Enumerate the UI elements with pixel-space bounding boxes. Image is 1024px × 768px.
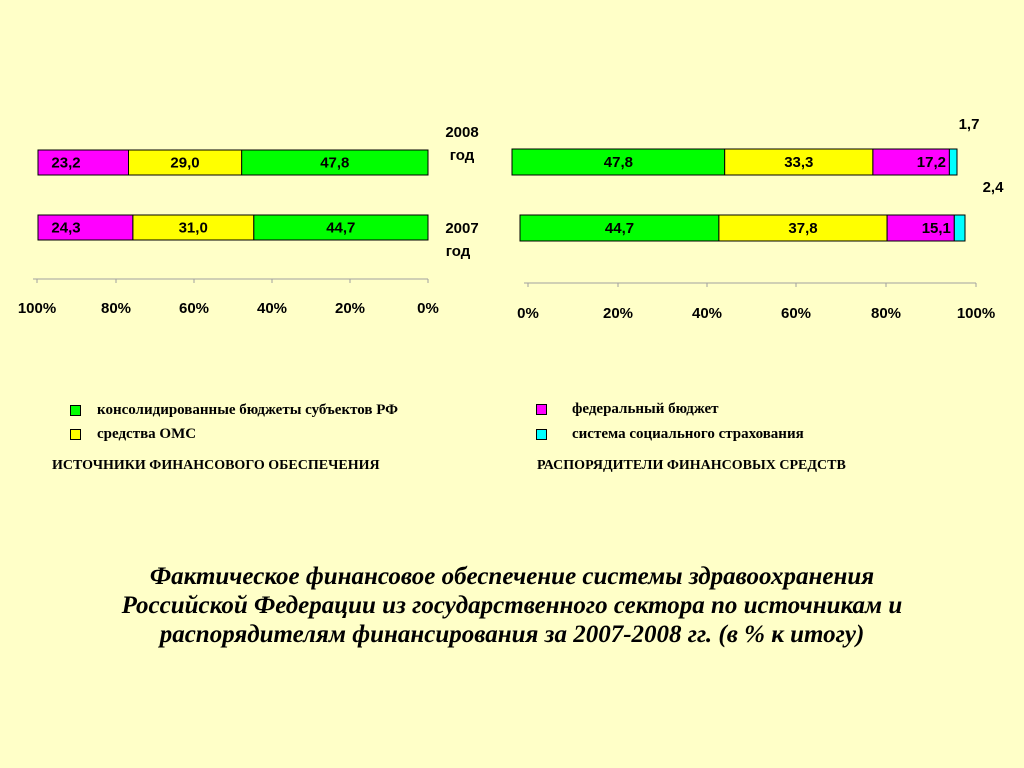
left-chart-sources	[18, 150, 439, 317]
tick-label-right-0: 0%	[517, 305, 539, 322]
data-label-right-1-oms: 37,8	[788, 220, 818, 237]
legend-label-oms: средства ОМС	[97, 426, 197, 442]
tick-label-right-2: 40%	[691, 305, 723, 322]
page-title-line3: распорядителям финансирования за 2007-2008 гг. (в % к итогу)	[159, 621, 865, 648]
legend-swatch-federal	[536, 404, 547, 415]
tick-label-left-3: 40%	[256, 300, 288, 317]
page-title-line2: Российской Федерации из государственного сектора по источникам и	[121, 592, 903, 619]
tick-label-left-4: 20%	[334, 300, 366, 317]
data-label-right-0-federal: 17,2	[916, 154, 947, 171]
bar-right-0-social	[949, 149, 957, 175]
tick-label-right-5: 100%	[956, 305, 996, 322]
data-label-left-1-federal: 24,3	[51, 219, 81, 237]
data-label-right-0-regional: 47,8	[603, 154, 634, 171]
tick-label-left-1: 80%	[100, 300, 132, 317]
legend-label-social: система социального страхования	[572, 426, 804, 442]
legend-label-regional: консолидированные бюджеты субъектов РФ	[97, 402, 399, 418]
year-label-2007-line2: год	[445, 243, 471, 260]
legend-swatch-oms	[70, 429, 81, 440]
data-label-left-0-federal: 23,2	[51, 154, 81, 172]
tick-label-right-1: 20%	[602, 305, 634, 322]
page-title	[12, 562, 1012, 649]
bar-right-1-social	[954, 215, 965, 241]
legend-swatch-regional	[70, 405, 81, 416]
data-label-left-1-oms: 31,0	[178, 219, 208, 237]
legend-item-oms	[70, 426, 196, 443]
data-label-left-0-oms: 29,0	[170, 154, 200, 172]
tick-label-right-3: 60%	[780, 305, 812, 322]
tick-label-left-2: 60%	[178, 300, 210, 317]
legend-label-federal: федеральный бюджет	[572, 401, 719, 417]
legend-item-regional	[70, 402, 398, 419]
data-label-right-0-social: 1,7	[958, 116, 980, 133]
legend-item-federal	[536, 401, 719, 418]
legend-item-social	[536, 426, 804, 443]
year-labels	[445, 124, 478, 260]
data-label-right-1-regional: 44,7	[604, 220, 635, 237]
caption-managers: РАСПОРЯДИТЕЛИ ФИНАНСОВЫХ СРЕДСТВ	[537, 458, 846, 473]
data-label-left-0-regional: 47,8	[320, 154, 350, 172]
page-title-line1: Фактическое финансовое обеспечение системы здравоохранения	[149, 563, 875, 590]
year-label-2008-line1: 2008	[445, 124, 479, 141]
caption-sources: ИСТОЧНИКИ ФИНАНСОВОГО ОБЕСПЕЧЕНИЯ	[52, 458, 380, 473]
data-label-right-1-federal: 15,1	[921, 220, 951, 237]
tick-label-left-5: 0%	[417, 300, 439, 317]
year-label-2007-line1: 2007	[445, 220, 479, 237]
tick-label-right-4: 80%	[870, 305, 902, 322]
data-label-left-1-regional: 44,7	[326, 219, 356, 237]
tick-label-left-0: 100%	[17, 300, 57, 317]
year-label-2008-line2: год	[449, 147, 475, 164]
legend-swatch-social	[536, 429, 547, 440]
data-label-right-1-social: 2,4	[982, 179, 1004, 196]
data-label-right-0-oms: 33,3	[784, 154, 814, 171]
right-chart-managers	[512, 116, 1004, 322]
